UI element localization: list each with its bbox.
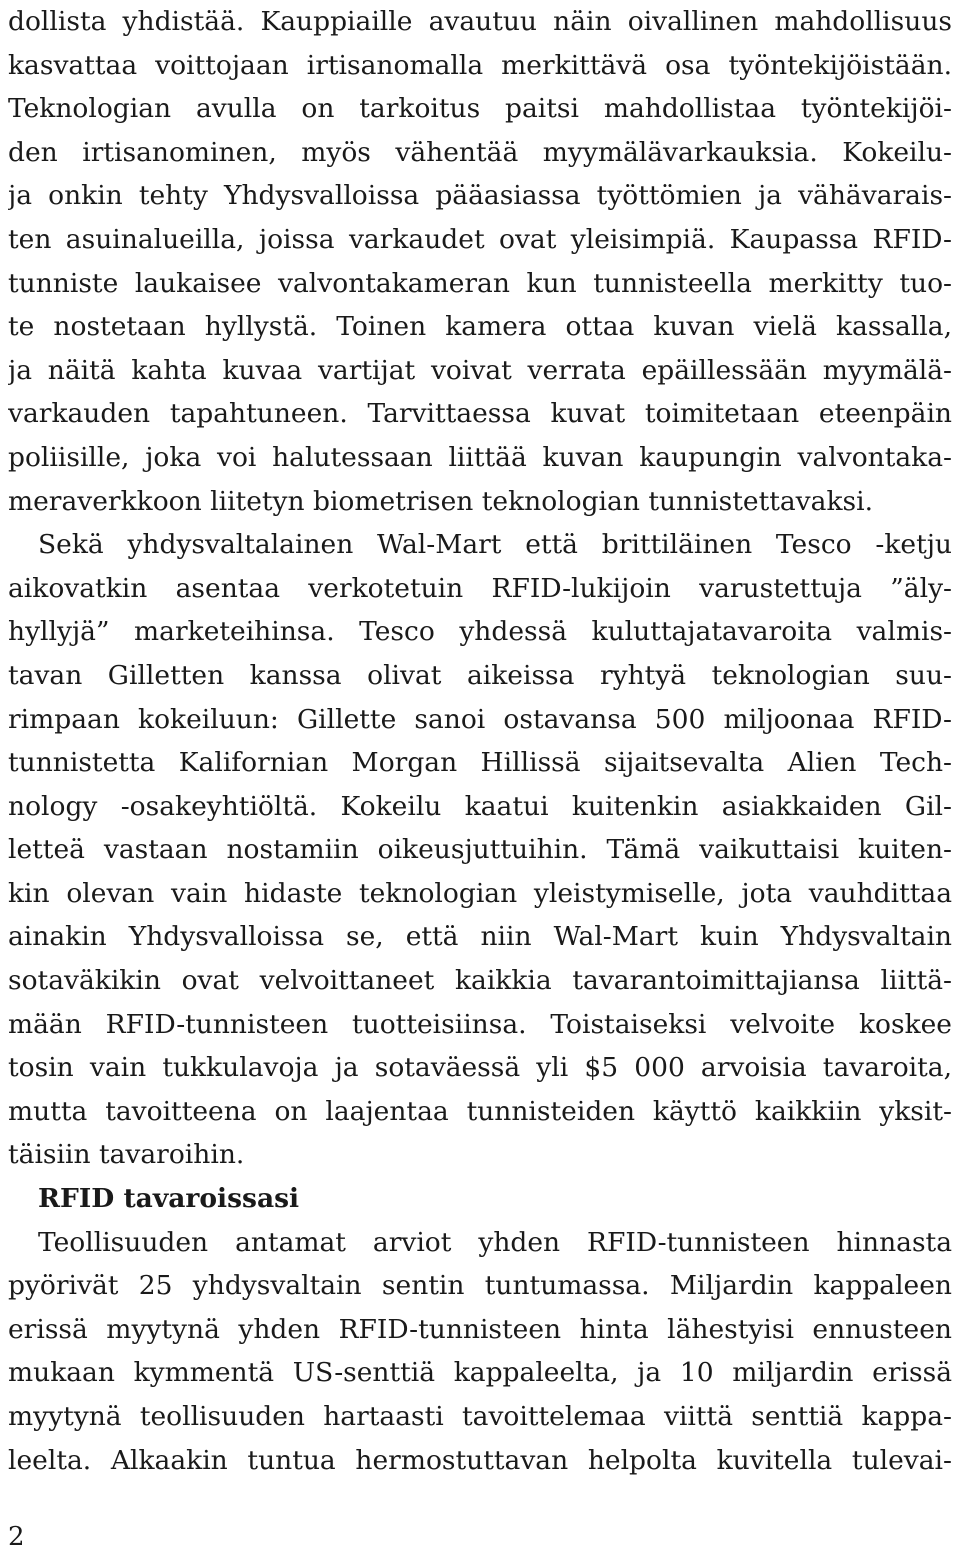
text-line: hyllyjä” marketeihinsa. Tesco yhdessä kuluttajatavaroita valmis-: [8, 616, 952, 648]
text-line: letteä vastaan nostamiin oikeusjuttuihin. Tämä vaikuttaisi kuiten-: [8, 834, 952, 866]
text-line: ja näitä kahta kuvaa vartijat voivat verrata epäillessään myymälä-: [8, 354, 952, 386]
text-line: varkauden tapahtuneen. Tarvittaessa kuvat toimitetaan eteenpäin: [8, 398, 952, 430]
page-number: 2: [8, 1522, 25, 1552]
text-line: ainakin Yhdysvalloissa se, että niin Wal-Mart kuin Yhdysvaltain: [8, 921, 952, 953]
text-line: te nostetaan hyllystä. Toinen kamera ottaa kuvan vielä kassalla,: [8, 311, 952, 343]
text-line: aikovatkin asentaa verkotetuin RFID-lukijoin varustettuja ”äly-: [8, 572, 952, 604]
document-page: [8, 0, 952, 1482]
text-line: nology -osakeyhtiöltä. Kokeilu kaatui kuitenkin asiakkaiden Gil-: [8, 790, 952, 822]
text-line: tosin vain tukkulavoja ja sotaväessä yli $5 000 arvoisia tavaroita,: [8, 1052, 952, 1084]
section-heading: RFID tavaroissasi: [38, 1183, 300, 1215]
text-line: rimpaan kokeiluun: Gillette sanoi ostavansa 500 miljoonaa RFID-: [8, 703, 952, 735]
text-line: Teknologian avulla on tarkoitus paitsi mahdollistaa työntekijöi-: [8, 93, 952, 125]
text-line: ja onkin tehty Yhdysvalloissa pääasiassa työttömien ja vähävarais-: [8, 180, 952, 212]
text-line: meraverkkoon liitetyn biometrisen teknologian tunnistettavaksi.: [8, 485, 874, 517]
text-line: mään RFID-tunnisteen tuotteisiinsa. Toistaiseksi velvoite koskee: [8, 1008, 952, 1040]
text-line: mutta tavoitteena on laajentaa tunnisteiden käyttö kaikkiin yksit-: [8, 1095, 952, 1127]
text-line: Sekä yhdysvaltalainen Wal-Mart että brittiläinen Tesco -ketju: [38, 529, 952, 561]
text-line: sotaväkikin ovat velvoittaneet kaikkia tavarantoimittajiansa liittä-: [8, 965, 952, 997]
text-line: tavan Gilletten kanssa olivat aikeissa ryhtyä teknologian suu-: [8, 659, 952, 691]
paragraph-1: [8, 0, 952, 523]
text-line: tunnistetta Kalifornian Morgan Hillissä sijaitsevalta Alien Tech-: [8, 747, 952, 779]
text-line: poliisille, joka voi halutessaan liittää kuvan kaupungin valvontaka-: [8, 441, 952, 473]
text-line: pyörivät 25 yhdysvaltain sentin tuntumassa. Miljardin kappaleen: [8, 1270, 952, 1302]
paragraph-2: [8, 523, 952, 1177]
text-line: Teollisuuden antamat arviot yhden RFID-tunnisteen hinnasta: [38, 1226, 952, 1258]
text-line: tunniste laukaisee valvontakameran kun tunnisteella merkitty tuo-: [8, 267, 952, 299]
text-line: myytynä teollisuuden hartaasti tavoittelemaa viittä senttiä kappa-: [8, 1401, 952, 1432]
text-line: ten asuinalueilla, joissa varkaudet ovat yleisimpiä. Kaupassa RFID-: [8, 223, 952, 255]
text-line: dollista yhdistää. Kauppiaille avautuu näin oivallinen mahdollisuus: [8, 6, 952, 37]
text-line: leelta. Alkaakin tuntua hermostuttavan helpolta kuvitella tulevai-: [8, 1444, 952, 1476]
text-line: kin olevan vain hidaste teknologian yleistymiselle, jota vauhdittaa: [8, 877, 952, 909]
text-line: kasvattaa voittojaan irtisanomalla merkittävä osa työntekijöistään.: [8, 49, 952, 81]
text-line: mukaan kymmentä US-senttiä kappaleelta, ja 10 miljardin erissä: [8, 1357, 952, 1389]
paragraph-3: [8, 1221, 952, 1483]
text-line: erissä myytynä yhden RFID-tunnisteen hinta lähestyisi ennusteen: [8, 1313, 952, 1345]
text-line: täisiin tavaroihin.: [8, 1139, 245, 1171]
text-line: den irtisanominen, myös vähentää myymälävarkauksia. Kokeilu-: [8, 136, 952, 168]
